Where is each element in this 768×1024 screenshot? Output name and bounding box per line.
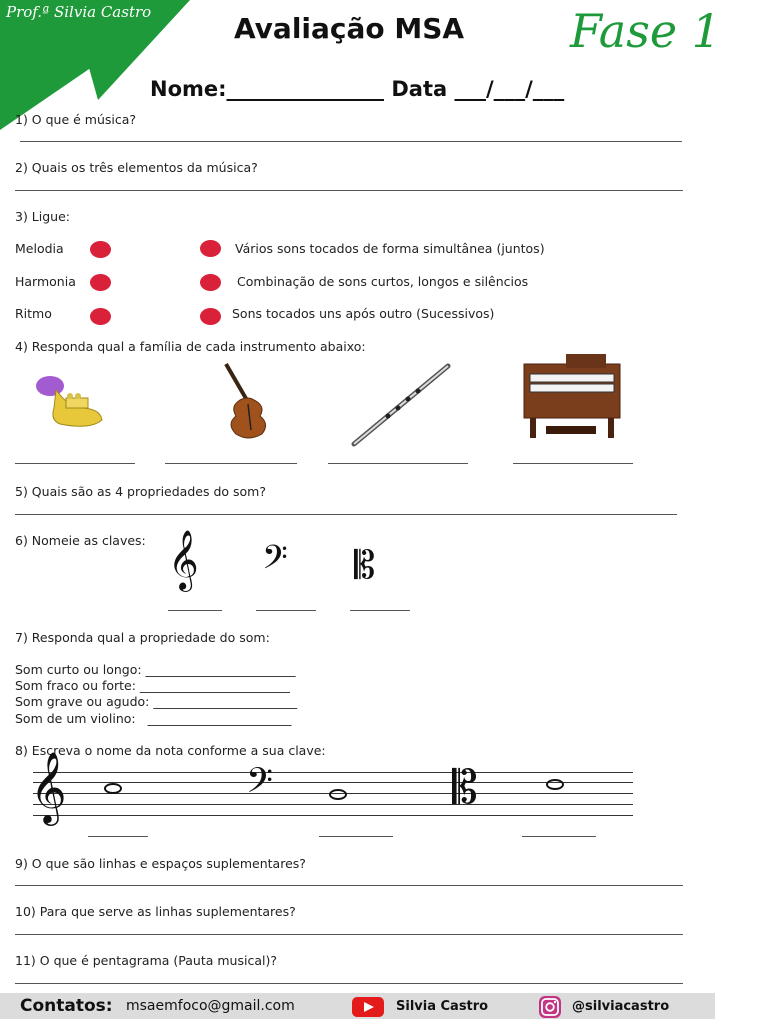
match-left-harmonia: Harmonia — [15, 274, 76, 289]
sound-item-1[interactable]: Som curto ou longo: ________________________ — [15, 662, 296, 677]
match-right-3: Sons tocados uns após outro (Sucessivos) — [232, 306, 495, 321]
sound-item-2[interactable]: Som fraco ou forte: ________________________ — [15, 678, 290, 693]
name-date-line[interactable]: Nome:_______________ Data ___/___/___ — [150, 77, 565, 101]
sound-item-4[interactable]: Som de um violino: _______________________ — [15, 711, 292, 726]
answer-line-10[interactable] — [15, 934, 683, 935]
question-5: 5) Quais são as 4 propriedades do som? — [15, 484, 266, 499]
match-dot-right-2[interactable] — [200, 274, 221, 291]
answer-line-9[interactable] — [15, 885, 683, 886]
answer-line-instrument-2[interactable] — [165, 463, 297, 464]
page-title: Avaliação MSA — [234, 12, 465, 45]
answer-line-clef-1[interactable] — [168, 610, 222, 611]
whole-note-1 — [104, 783, 122, 794]
answer-line-note-3[interactable] — [522, 836, 596, 837]
bass-clef-icon: 𝄢 — [262, 539, 288, 585]
flute-icon — [348, 360, 454, 450]
alto-clef-icon: 𝄡 — [354, 543, 376, 587]
youtube-icon — [352, 997, 384, 1017]
match-dot-left-2[interactable] — [90, 274, 111, 291]
email-text[interactable]: msaemfoco@gmail.com — [126, 998, 295, 1014]
instagram-icon — [538, 995, 562, 1019]
answer-line-instrument-4[interactable] — [513, 463, 633, 464]
match-left-ritmo: Ritmo — [15, 306, 52, 321]
answer-line-instrument-3[interactable] — [328, 463, 468, 464]
answer-line-note-1[interactable] — [88, 836, 148, 837]
question-11: 11) O que é pentagrama (Pauta musical)? — [15, 953, 277, 968]
match-left-melodia: Melodia — [15, 241, 64, 256]
author-name: Prof.ª Silvia Castro — [6, 3, 152, 21]
staff-treble-clef-icon: 𝄞 — [30, 750, 67, 823]
question-3: 3) Ligue: — [15, 209, 70, 224]
sound-item-3[interactable]: Som grave ou agudo: _______________________ — [15, 694, 298, 709]
contacts-label: Contatos: — [20, 996, 113, 1016]
answer-line-clef-3[interactable] — [350, 610, 410, 611]
answer-line-2[interactable] — [15, 190, 683, 191]
treble-clef-icon: 𝄞 — [168, 530, 199, 590]
match-right-1: Vários sons tocados de forma simultânea (juntos) — [235, 241, 545, 256]
answer-line-clef-2[interactable] — [256, 610, 316, 611]
staff-alto-clef-icon: 𝄡 — [452, 760, 478, 814]
phase-label: Fase 1 — [570, 4, 721, 58]
answer-line-instrument-1[interactable] — [15, 463, 135, 464]
whole-note-2 — [329, 789, 347, 800]
question-9: 9) O que são linhas e espaços suplementares? — [15, 856, 306, 871]
whole-note-3 — [546, 779, 564, 790]
violin-icon — [218, 362, 274, 442]
question-1: 1) O que é música? — [15, 112, 137, 127]
match-dot-right-3[interactable] — [200, 308, 221, 325]
match-dot-left-1[interactable] — [90, 241, 111, 258]
question-8: 8) Escreva o nome da nota conforme a sua clave: — [15, 743, 326, 758]
match-dot-right-1[interactable] — [200, 240, 221, 257]
question-4: 4) Responda qual a família de cada instrumento abaixo: — [15, 339, 366, 354]
answer-line-5[interactable] — [15, 514, 677, 515]
youtube-name[interactable]: Silvia Castro — [396, 999, 489, 1014]
question-2: 2) Quais os três elementos da música? — [15, 160, 258, 175]
answer-line-11[interactable] — [15, 983, 683, 984]
organ-icon — [516, 350, 628, 444]
staff-bass-clef-icon: 𝄢 — [246, 760, 274, 809]
match-right-2: Combinação de sons curtos, longos e silêncios — [237, 274, 529, 289]
instagram-handle[interactable]: @silviacastro — [572, 999, 670, 1014]
question-7: 7) Responda qual a propriedade do som: — [15, 630, 270, 645]
match-dot-left-3[interactable] — [90, 308, 111, 325]
tuba-icon — [30, 368, 110, 432]
answer-line-1[interactable] — [20, 141, 682, 142]
question-10: 10) Para que serve as linhas suplementares? — [15, 904, 296, 919]
question-6: 6) Nomeie as claves: — [15, 533, 146, 548]
answer-line-note-2[interactable] — [319, 836, 393, 837]
